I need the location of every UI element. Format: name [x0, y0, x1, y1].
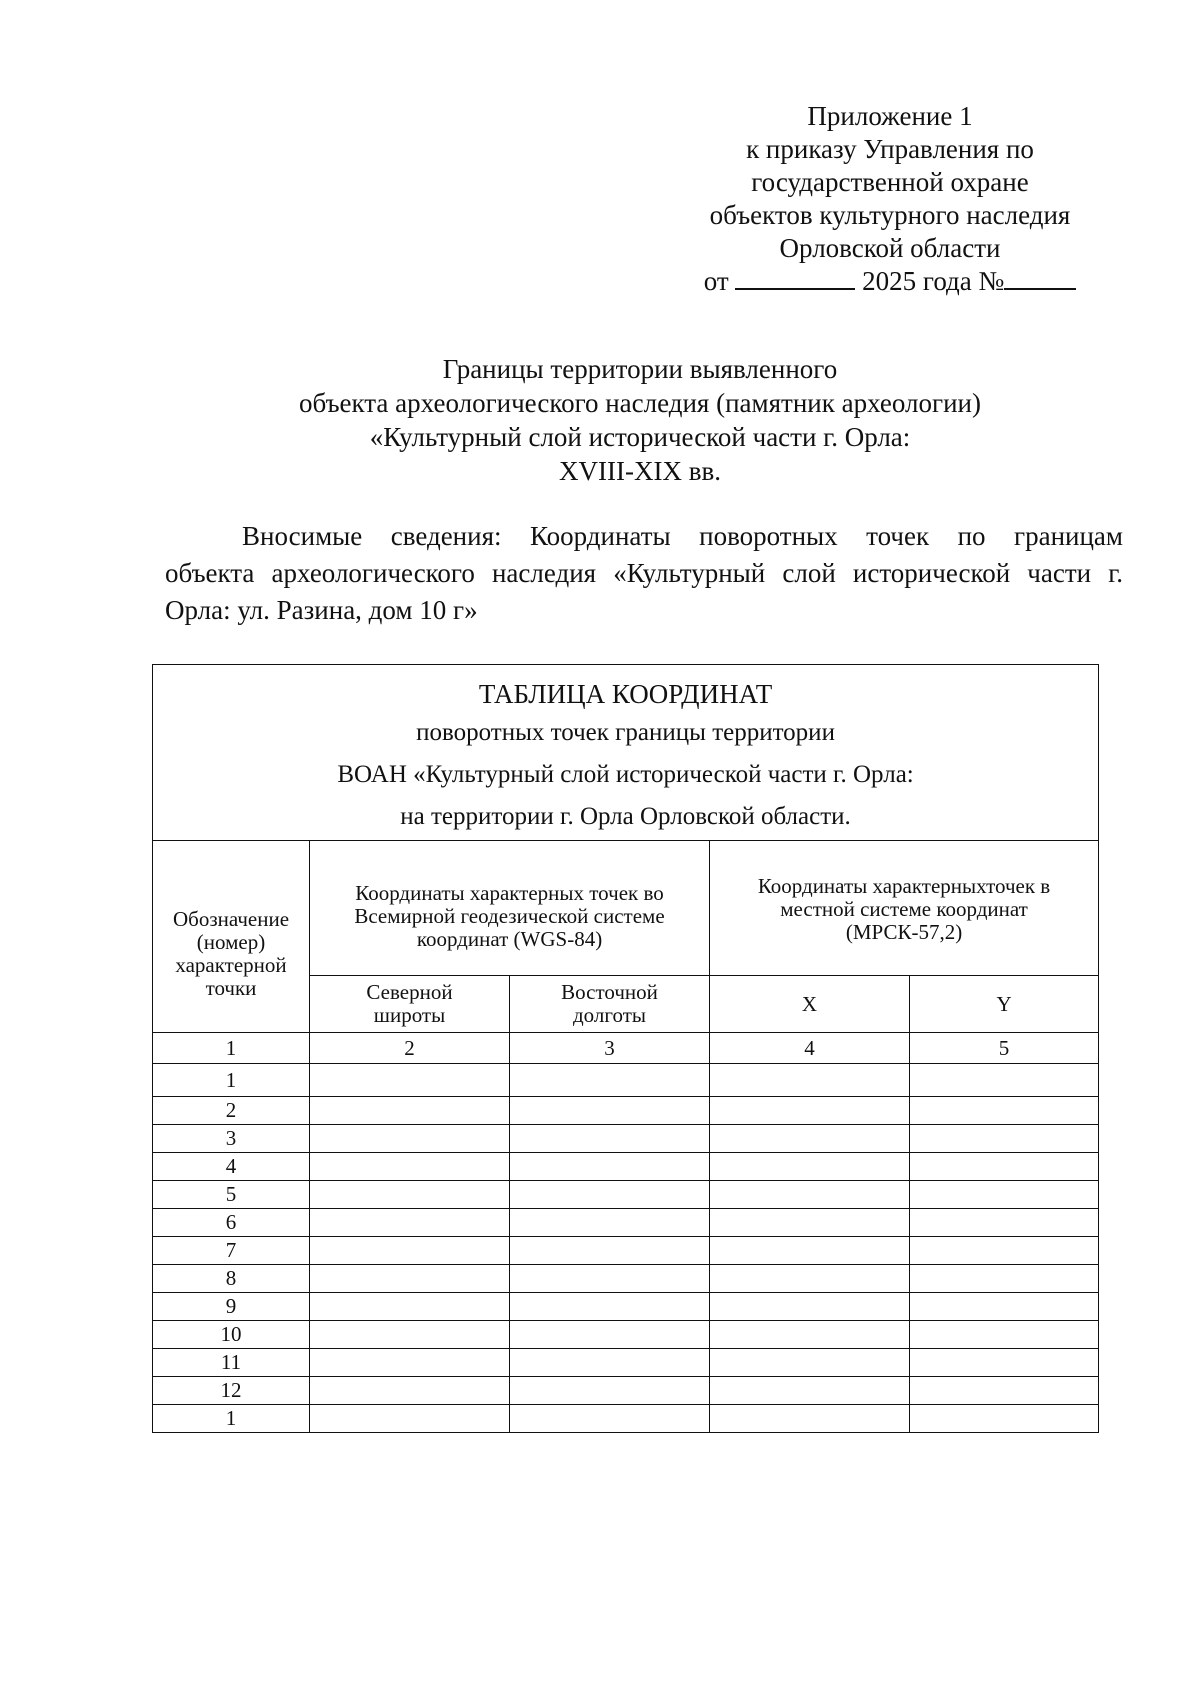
info-paragraph [165, 518, 1123, 629]
x-cell [710, 1405, 910, 1433]
lat-cell [310, 1237, 510, 1265]
lon-cell [510, 1125, 710, 1153]
lon-cell [510, 1097, 710, 1125]
table-row [153, 1237, 1099, 1265]
column-number-row [153, 1033, 1099, 1064]
wgs-header [310, 841, 710, 976]
lon-cell [510, 1237, 710, 1265]
appendix-region-line: Орловской области [779, 233, 1001, 263]
table-subtitle-1: поворотных точек границы территории [416, 719, 835, 746]
lon-cell [510, 1293, 710, 1321]
point-id: 12 [153, 1377, 310, 1405]
y-cell [910, 1321, 1099, 1349]
appendix-title: Приложение 1 [807, 101, 973, 131]
table-row [153, 1064, 1099, 1097]
point-id: 7 [153, 1237, 310, 1265]
lat-cell [310, 1181, 510, 1209]
x-cell [710, 1377, 910, 1405]
appendix-date-line [690, 265, 1090, 298]
table-row [153, 1321, 1099, 1349]
lat-cell [310, 1153, 510, 1181]
col-point-line-2: (номер) [196, 930, 266, 954]
point-id: 10 [153, 1321, 310, 1349]
table-row [153, 1209, 1099, 1237]
appendix-objects-line: объектов культурного наследия [709, 200, 1071, 230]
table-title-cell [153, 665, 1099, 841]
lon-cell [510, 1153, 710, 1181]
lat-line-2: широты [373, 1003, 446, 1027]
lon-cell [510, 1265, 710, 1293]
table-row [153, 1377, 1099, 1405]
lat-cell [310, 1293, 510, 1321]
col-number: 3 [510, 1033, 710, 1064]
y-cell [910, 1181, 1099, 1209]
col-point-line-1: Обозначение [172, 907, 290, 931]
x-cell [710, 1321, 910, 1349]
lon-cell [510, 1181, 710, 1209]
info-line-2: объекта археологического наследия «Культурный слой исторической части г. [165, 558, 1123, 588]
table-row [153, 1405, 1099, 1433]
date-year-number: 2025 года № [862, 266, 1005, 296]
local-line-2: местной системе координат [780, 896, 1028, 921]
lon-cell [510, 1349, 710, 1377]
col-point-line-4: точки [205, 976, 257, 1000]
y-cell [910, 1125, 1099, 1153]
col-number: 2 [310, 1033, 510, 1064]
point-id: 11 [153, 1349, 310, 1377]
x-cell [710, 1097, 910, 1125]
point-id: 8 [153, 1265, 310, 1293]
document-heading [150, 352, 1130, 488]
y-cell [910, 1209, 1099, 1237]
table-row [153, 1293, 1099, 1321]
x-cell [710, 1125, 910, 1153]
info-line-3: Орла: ул. Разина, дом 10 г» [165, 595, 478, 625]
lat-cell [310, 1064, 510, 1097]
heading-line-4: XVIII-XIX вв. [559, 456, 721, 486]
x-cell [710, 1265, 910, 1293]
lat-line-1: Северной [366, 980, 453, 1004]
y-cell [910, 1293, 1099, 1321]
point-id: 4 [153, 1153, 310, 1181]
table-row [153, 1181, 1099, 1209]
lat-cell [310, 1349, 510, 1377]
lat-cell [310, 1125, 510, 1153]
point-id: 3 [153, 1125, 310, 1153]
y-cell [910, 1097, 1099, 1125]
wgs-line-3: координат (WGS-84) [416, 926, 603, 951]
y-cell [910, 1377, 1099, 1405]
date-prefix: от [703, 266, 729, 296]
lat-header [310, 976, 510, 1033]
y-header: Y [910, 976, 1099, 1033]
y-cell [910, 1064, 1099, 1097]
table-subtitle-3: на территории г. Орла Орловской области. [400, 803, 851, 830]
lat-cell [310, 1209, 510, 1237]
heading-line-1: Границы территории выявленного [442, 354, 838, 384]
point-id: 1 [153, 1405, 310, 1433]
lon-cell [510, 1209, 710, 1237]
table-row [153, 1349, 1099, 1377]
heading-line-3: «Культурный слой исторической части г. Орла: [369, 422, 911, 452]
number-blank [1004, 268, 1076, 290]
x-cell [710, 1153, 910, 1181]
table-row [153, 1153, 1099, 1181]
x-cell [710, 1293, 910, 1321]
table-row [153, 1265, 1099, 1293]
appendix-agency-line: государственной охране [751, 167, 1029, 197]
point-id: 5 [153, 1181, 310, 1209]
table-subtitle-2: ВОАН «Культурный слой исторической части г. Орла: [337, 761, 914, 788]
col-point-header [153, 841, 310, 1033]
x-cell [710, 1349, 910, 1377]
date-blank [735, 268, 855, 290]
wgs-line-1: Координаты характерных точек во [355, 880, 664, 905]
lon-header [510, 976, 710, 1033]
x-cell [710, 1064, 910, 1097]
appendix-block [690, 100, 1090, 298]
lat-cell [310, 1097, 510, 1125]
local-header [710, 841, 1099, 976]
lon-cell [510, 1064, 710, 1097]
lon-cell [510, 1405, 710, 1433]
lon-cell [510, 1377, 710, 1405]
lat-cell [310, 1265, 510, 1293]
wgs-line-2: Всемирной геодезической системе [354, 903, 665, 928]
x-header: X [710, 976, 910, 1033]
y-cell [910, 1153, 1099, 1181]
appendix-order-line: к приказу Управления по [746, 134, 1034, 164]
local-line-3: (МРСК-57,2) [845, 919, 963, 944]
local-line-1: Координаты характерныхточек в [757, 873, 1051, 898]
point-id: 1 [153, 1064, 310, 1097]
table-title: ТАБЛИЦА КООРДИНАТ [478, 679, 773, 709]
lon-cell [510, 1321, 710, 1349]
lat-cell [310, 1321, 510, 1349]
point-id: 2 [153, 1097, 310, 1125]
table-row [153, 1097, 1099, 1125]
col-number: 4 [710, 1033, 910, 1064]
y-cell [910, 1405, 1099, 1433]
point-id: 6 [153, 1209, 310, 1237]
point-id: 9 [153, 1293, 310, 1321]
lon-line-2: долготы [573, 1003, 646, 1027]
info-line-1: Вносимые сведения: Координаты поворотных точек по границам [242, 521, 1123, 551]
lat-cell [310, 1405, 510, 1433]
y-cell [910, 1265, 1099, 1293]
col-number: 5 [910, 1033, 1099, 1064]
y-cell [910, 1349, 1099, 1377]
coordinates-table [152, 664, 1099, 1433]
col-point-line-3: характерной [175, 953, 287, 977]
lat-cell [310, 1377, 510, 1405]
x-cell [710, 1209, 910, 1237]
table-row [153, 1125, 1099, 1153]
y-cell [910, 1237, 1099, 1265]
lon-line-1: Восточной [561, 980, 658, 1004]
heading-line-2: объекта археологического наследия (памятник археологии) [299, 388, 981, 418]
col-number: 1 [153, 1033, 310, 1064]
x-cell [710, 1237, 910, 1265]
x-cell [710, 1181, 910, 1209]
